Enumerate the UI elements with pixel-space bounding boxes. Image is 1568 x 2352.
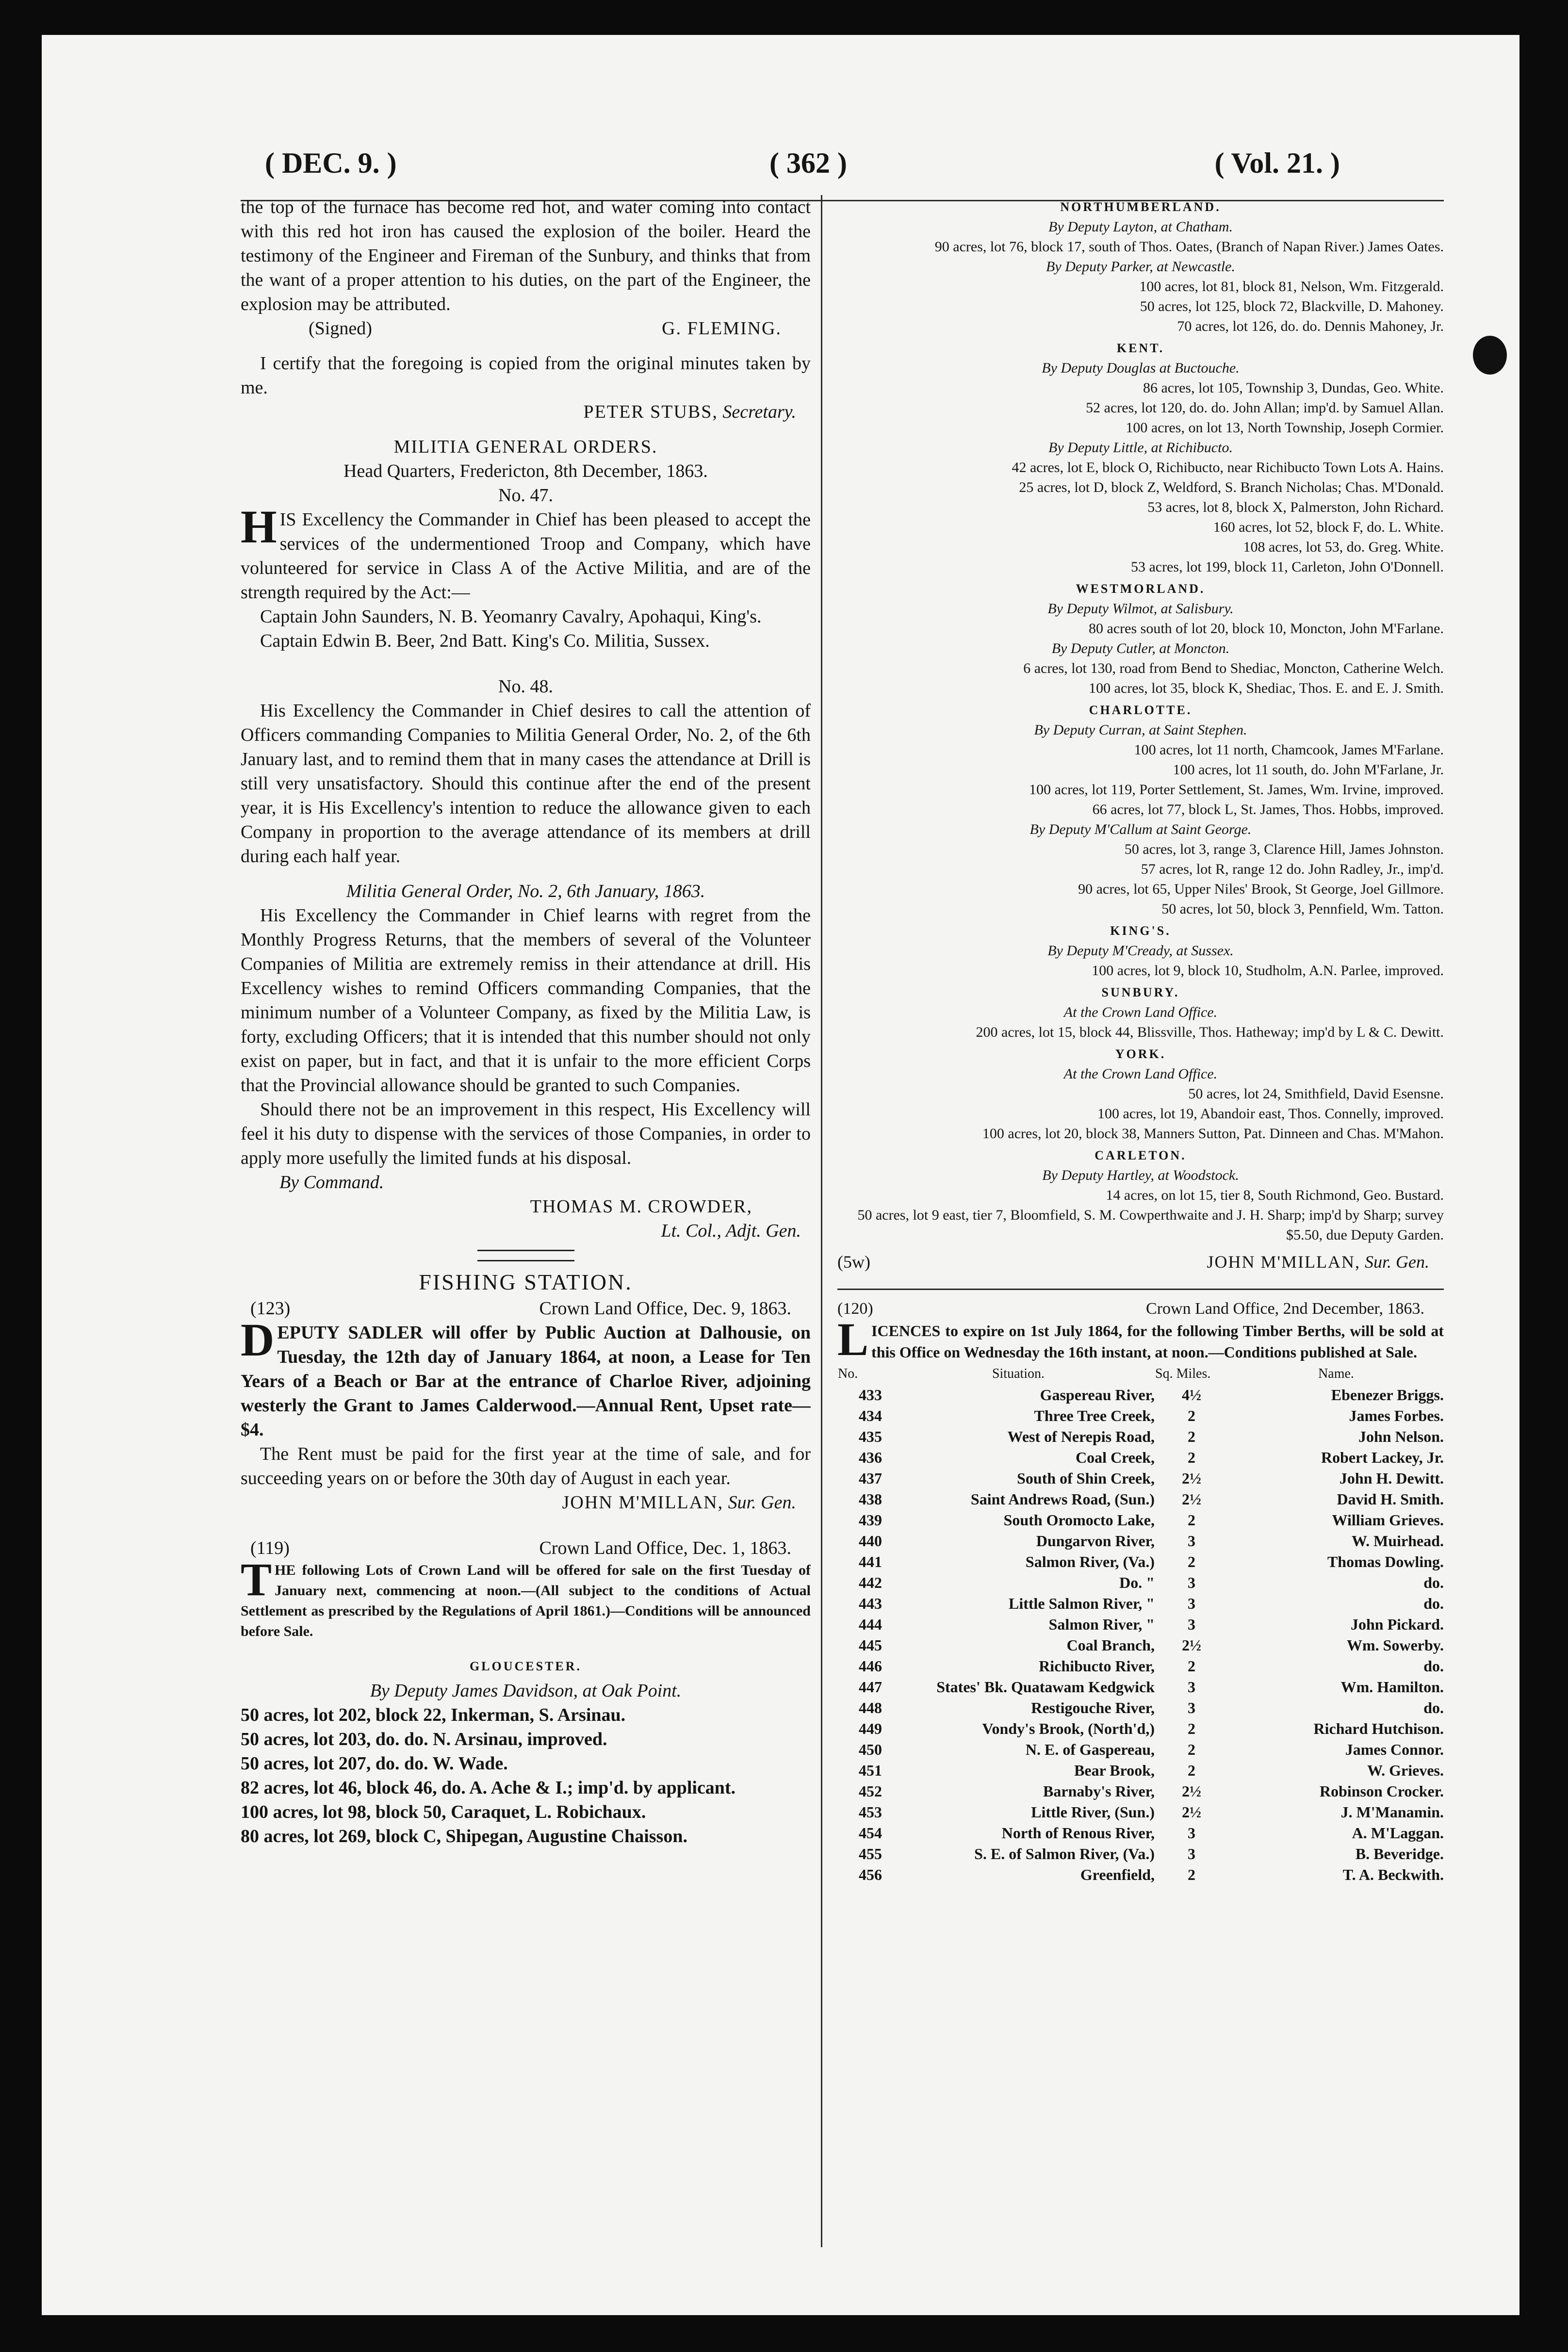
list-item: 53 acres, lot 8, block X, Palmerston, John Richard. <box>1147 499 1444 515</box>
berth-sq-miles: 3 <box>1188 1616 1195 1633</box>
column-header: Situation. <box>992 1366 1045 1381</box>
order-2-title: Militia General Order, No. 2, 6th January, 1863. <box>346 881 705 901</box>
list-item: 100 acres, lot 98, block 50, Caraquet, L. Robichaux. <box>241 1802 646 1822</box>
berth-number: 454 <box>859 1824 882 1842</box>
order-47-text: HIS Excellency the Commander in Chief has been pleased to accept the services of the undermentioned Troop and Company, which have volunteered for service in Class A of the Active Militia, and are of the strength required by the Act:— <box>241 501 811 603</box>
table-row <box>837 1489 1444 1510</box>
berth-sq-miles: 2 <box>1188 1762 1195 1779</box>
signature-line <box>241 316 811 341</box>
berth-situation: South Oromocto Lake, <box>1003 1511 1155 1529</box>
berth-number: 447 <box>859 1678 882 1696</box>
kings-deputy: By Deputy M'Cready, at Sussex. <box>1047 943 1234 959</box>
berth-number: 450 <box>859 1741 882 1758</box>
order-2-text-2: Should there not be an improvement in this respect, His Excellency will feel it his duty to dispense with the services of those Companies, in order to apply more usefully the limited funds at his disposal. <box>241 1099 811 1168</box>
inquest-text: the top of the furnace has become red hot, and water coming into contact with this red hot iron has caused the explosion of the boiler. Heard the testimony of the Engineer and Fireman of the Sunbury, and thinks that from the want of a proper attention to his duties, on the part of the Engineer, the explosion may be attributed. <box>241 197 811 314</box>
list-item: 86 acres, lot 105, Township 3, Dundas, Geo. White. <box>1143 380 1444 396</box>
fishing-office-line <box>241 1296 811 1321</box>
berth-sq-miles: 2 <box>1188 1866 1195 1883</box>
fishing-text-1: DEPUTY SADLER will offer by Public Auction at Dalhousie, on Tuesday, the 12th day of January 1864, at noon, a Lease for Ten Years of a Beach or Bar at the entrance of Charloe River, adjoining westerly the Grant to James Calderwood.—Annual Rent, Upset rate—$4. <box>241 1314 811 1440</box>
crowder-name: THOMAS M. CROWDER, <box>530 1196 752 1217</box>
berth-sq-miles: 2 <box>1188 1449 1195 1466</box>
charlotte-deputy-2: By Deputy M'Callum at Saint George. <box>1029 821 1252 837</box>
order-2-text-1: His Excellency the Commander in Chief learns with regret from the Monthly Progress Returns, that the members of several of the Volunteer Companies of Militia are extremely remiss in their attendance at drill. His Excellency wishes to remind Officers commanding Companies, that the minimum number of a Volunteer Company, as fixed by the Militia Law, is forty, excluding Officers; that it is intended that this number should not only exist on paper, but in fact, and that it is unfair to the more efficient Corps that the Provincial allowance should be granted to such Companies. <box>241 905 811 1095</box>
list-item: 82 acres, lot 46, block 46, do. A. Ache & I.; imp'd. by applicant. <box>241 1778 736 1798</box>
berth-situation: Greenfield, <box>1080 1866 1155 1883</box>
list-item: 53 acres, lot 199, block 11, Carleton, John O'Donnell. <box>1130 559 1444 575</box>
berth-situation: Dungarvon River, <box>1036 1532 1155 1550</box>
westmorland-heading: WESTMORLAND. <box>1076 582 1206 596</box>
table-row <box>837 1844 1444 1864</box>
berth-situation: Little River, (Sun.) <box>1031 1803 1155 1821</box>
lots-office-line <box>241 1536 811 1560</box>
kent-heading: KENT. <box>1116 341 1165 355</box>
list-item: 100 acres, on lot 13, North Township, Joseph Cormier. <box>1126 420 1444 436</box>
table-row <box>837 1823 1444 1844</box>
lots-office: Crown Land Office, Dec. 1, 1863. <box>539 1538 791 1558</box>
berth-number: 446 <box>859 1657 882 1675</box>
table-row <box>837 1510 1444 1531</box>
licences-office: Crown Land Office, 2nd December, 1863. <box>1146 1300 1424 1318</box>
berth-number: 434 <box>859 1407 882 1424</box>
berth-situation: States' Bk. Quatawam Kedgwick <box>936 1678 1155 1696</box>
column-rule <box>821 195 822 2247</box>
berth-name: William Grieves. <box>1332 1511 1444 1529</box>
berth-sq-miles: 2½ <box>1182 1470 1201 1487</box>
northumberland-deputy-2: By Deputy Parker, at Newcastle. <box>1046 259 1235 275</box>
table-row <box>837 1426 1444 1447</box>
berth-name: James Forbes. <box>1349 1407 1444 1424</box>
berth-situation: Three Tree Creek, <box>1034 1407 1155 1424</box>
mcmillan-signature-1 <box>241 1490 811 1515</box>
header-volume: ( Vol. 21. ) <box>1214 147 1340 179</box>
berth-situation: North of Renous River, <box>1001 1824 1155 1842</box>
carleton-deputy: By Deputy Hartley, at Woodstock. <box>1042 1167 1239 1183</box>
berth-situation: Vondy's Brook, (North'd,) <box>982 1720 1155 1737</box>
berth-number: 443 <box>859 1595 882 1612</box>
table-row <box>837 1468 1444 1489</box>
northumberland-heading: NORTHUMBERLAND. <box>1060 200 1221 214</box>
york-deputy: At the Crown Land Office. <box>1063 1066 1218 1082</box>
list-item: 108 acres, lot 53, do. Greg. White. <box>1243 539 1444 555</box>
berth-situation: Gaspereau River, <box>1040 1386 1155 1404</box>
berth-sq-miles: 2 <box>1188 1428 1195 1445</box>
militia-hq: Head Quarters, Fredericton, 8th December, 1863. <box>343 461 708 481</box>
list-item: 50 acres, lot 207, do. do. W. Wade. <box>241 1753 508 1774</box>
table-row <box>837 1552 1444 1572</box>
section-rule <box>837 1274 1444 1290</box>
berth-sq-miles: 2 <box>1188 1511 1195 1529</box>
list-item: 14 acres, on lot 15, tier 8, South Richmond, Geo. Bustard. <box>1106 1187 1444 1203</box>
berth-sq-miles: 3 <box>1188 1824 1195 1842</box>
berth-sq-miles: 2½ <box>1182 1636 1201 1654</box>
berth-number: 445 <box>859 1636 882 1654</box>
berth-number: 449 <box>859 1720 882 1737</box>
licences-office-line <box>837 1298 1444 1320</box>
berth-situation: N. E. of Gaspereau, <box>1025 1741 1155 1758</box>
berth-sq-miles: 2½ <box>1182 1490 1201 1508</box>
table-row <box>837 1864 1444 1885</box>
berth-situation: Barnaby's River, <box>1043 1782 1155 1800</box>
berth-name: John Nelson. <box>1358 1428 1444 1445</box>
westmorland-deputy-1: By Deputy Wilmot, at Salisbury. <box>1047 601 1234 617</box>
berth-name: W. Grieves. <box>1367 1762 1444 1779</box>
table-row <box>837 1447 1444 1468</box>
berth-sq-miles: 2 <box>1188 1553 1195 1570</box>
list-item: 100 acres, lot 119, Porter Settlement, St. James, Wm. Irvine, improved. <box>1029 782 1444 798</box>
mcmillan-title: Sur. Gen. <box>728 1492 796 1513</box>
berth-name: James Connor. <box>1345 1741 1444 1758</box>
list-item: 52 acres, lot 120, do. do. John Allan; imp'd. by Samuel Allan. <box>1086 400 1444 416</box>
licences-text: LICENCES to expire on 1st July 1864, for the following Timber Berths, will be sold at this Office on Wednesday the 16th instant, at noon.—Conditions published at Sale. <box>837 1313 1444 1365</box>
carleton-heading: CARLETON. <box>1094 1148 1187 1162</box>
secretary-name: PETER STUBS, <box>583 402 718 422</box>
secretary-title: Secretary. <box>722 402 796 422</box>
northumberland-deputy-1: By Deputy Layton, at Chatham. <box>1048 219 1233 235</box>
berth-name: J. M'Manamin. <box>1340 1803 1444 1821</box>
berth-name: A. M'Laggan. <box>1352 1824 1444 1842</box>
table-row <box>837 1760 1444 1781</box>
table-row <box>837 1781 1444 1802</box>
berth-number: 442 <box>859 1574 882 1591</box>
gazette-page <box>42 35 1519 2315</box>
list-item: 100 acres, lot 81, block 81, Nelson, Wm. Fitzgerald. <box>1139 278 1444 294</box>
berth-number: 456 <box>859 1866 882 1883</box>
list-item: 50 acres, lot 24, Smithfield, David Esensne. <box>1188 1086 1444 1102</box>
berth-number: 455 <box>859 1845 882 1862</box>
berth-number: 451 <box>859 1762 882 1779</box>
licences-number: (120) <box>837 1300 873 1318</box>
charlotte-heading: CHARLOTTE. <box>1089 703 1192 717</box>
timber-berths-body <box>837 1385 1444 1885</box>
charlotte-deputy-1: By Deputy Curran, at Saint Stephen. <box>1034 722 1247 738</box>
signed-name: G. FLEMING. <box>662 318 782 339</box>
list-item: 70 acres, lot 126, do. do. Dennis Mahoney, Jr. <box>1177 318 1444 334</box>
berth-name: Thomas Dowling. <box>1327 1553 1444 1570</box>
berth-number: 436 <box>859 1449 882 1466</box>
berth-sq-miles: 2 <box>1188 1407 1195 1424</box>
berth-sq-miles: 2 <box>1188 1720 1195 1737</box>
list-item: 100 acres, lot 19, Abandoir east, Thos. Connelly, improved. <box>1097 1106 1444 1122</box>
list-item: 50 acres, lot 202, block 22, Inkerman, S. Arsinau. <box>241 1705 626 1725</box>
berth-sq-miles: 2½ <box>1182 1782 1201 1800</box>
berth-name: Ebenezer Briggs. <box>1331 1386 1444 1404</box>
berth-name: John H. Dewitt. <box>1339 1470 1444 1487</box>
berth-name: W. Muirhead. <box>1352 1532 1444 1550</box>
berth-situation: Do. " <box>1119 1574 1155 1591</box>
berth-name: John Pickard. <box>1350 1616 1444 1633</box>
list-item: 42 acres, lot E, block O, Richibucto, near Richibucto Town Lots A. Hains. <box>1012 459 1444 475</box>
list-item: 100 acres, lot 35, block K, Shediac, Thos. E. and E. J. Smith. <box>1089 680 1444 696</box>
berth-number: 437 <box>859 1470 882 1487</box>
berth-sq-miles: 3 <box>1188 1595 1195 1612</box>
berth-situation: S. E. of Salmon River, (Va.) <box>974 1845 1155 1862</box>
signed-label: (Signed) <box>309 318 372 339</box>
berth-number: 448 <box>859 1699 882 1716</box>
timber-berths-table <box>837 1363 1444 1885</box>
table-row <box>837 1531 1444 1552</box>
lots-text: THE following Lots of Crown Land will be offered for sale on the first Tuesday of January next, commencing at noon.—(All subject to the conditions of Actual Settlement as prescribed by the Regulations of April 1861.)—Conditions will be announced before Sale. <box>241 1553 811 1639</box>
fishing-text-2: The Rent must be paid for the first year at the time of sale, and for succeeding years on or before the 30th day of August in each year. <box>241 1444 811 1488</box>
berth-sq-miles: 3 <box>1188 1699 1195 1716</box>
berth-situation: Restigouche River, <box>1031 1699 1155 1716</box>
berth-sq-miles: 3 <box>1188 1845 1195 1862</box>
lots-number: (119) <box>250 1538 290 1558</box>
table-row <box>837 1385 1444 1405</box>
berth-situation: Bear Brook, <box>1074 1762 1155 1779</box>
berth-number: 453 <box>859 1803 882 1821</box>
berth-situation: Salmon River, " <box>1048 1616 1155 1633</box>
list-item: 100 acres, lot 20, block 38, Manners Sutton, Pat. Dinneen and Chas. M'Mahon. <box>982 1126 1444 1142</box>
berth-situation: West of Nerepis Road, <box>1007 1428 1155 1445</box>
certify-text: I certify that the foregoing is copied from the original minutes taken by me. <box>241 353 811 398</box>
right-column <box>837 195 1444 2247</box>
berth-sq-miles: 3 <box>1188 1574 1195 1591</box>
berth-situation: Coal Branch, <box>1066 1636 1155 1654</box>
column-header: Sq. Miles. <box>1155 1366 1211 1381</box>
list-item: 66 acres, lot 77, block L, St. James, Thos. Hobbs, improved. <box>1092 801 1444 817</box>
page-header <box>42 137 1519 200</box>
militia-title: MILITIA GENERAL ORDERS. <box>393 437 658 457</box>
list-item: 50 acres, lot 203, do. do. N. Arsinau, improved. <box>241 1729 607 1749</box>
berth-situation: Little Salmon River, " <box>1008 1595 1155 1612</box>
berth-situation: South of Shin Creek, <box>1017 1470 1155 1487</box>
berth-name: Wm. Sowerby. <box>1347 1636 1444 1654</box>
sign-number: (5w) <box>837 1252 870 1272</box>
list-item: 90 acres, lot 76, block 17, south of Thos. Oates, (Branch of Napan River.) James Oates. <box>934 239 1444 255</box>
table-row <box>837 1677 1444 1698</box>
sunbury-deputy: At the Crown Land Office. <box>1063 1004 1218 1020</box>
berth-situation: Saint Andrews Road, (Sun.) <box>970 1490 1155 1508</box>
berth-sq-miles: 3 <box>1188 1532 1195 1550</box>
kent-deputy-1: By Deputy Douglas at Buctouche. <box>1042 360 1240 376</box>
sign-title: Sur. Gen. <box>1365 1252 1429 1272</box>
ink-blot <box>1473 336 1507 375</box>
kings-heading: KING'S. <box>1110 924 1171 938</box>
berth-number: 435 <box>859 1428 882 1445</box>
list-item: 50 acres, lot 50, block 3, Pennfield, Wm. Tatton. <box>1161 901 1444 917</box>
order-48-text: His Excellency the Commander in Chief desires to call the attention of Officers commanding Companies to Militia General Order, No. 2, of the 6th January last, and to remind them that in many cases the attendance at Drill is still very unsatisfactory. Should this continue after the end of the present year, it is His Excellency's intention to reduce the allowance given to each Company in proportion to the average attendance of its members at drill during each half year. <box>241 701 811 866</box>
berth-situation: Salmon River, (Va.) <box>1025 1553 1155 1570</box>
gloucester-lot-list <box>241 1703 811 1848</box>
list-item: 80 acres, lot 269, block C, Shipegan, Augustine Chaisson. <box>241 1826 687 1846</box>
table-row <box>837 1593 1444 1614</box>
list-item: 100 acres, lot 9, block 10, Studholm, A.N. Parlee, improved. <box>1092 963 1444 979</box>
berth-name: do. <box>1423 1699 1444 1716</box>
fishing-number: (123) <box>250 1298 291 1319</box>
table-row <box>837 1718 1444 1739</box>
list-item: 100 acres, lot 11 north, Chamcook, James M'Farlane. <box>1134 742 1444 758</box>
column-header: No. <box>838 1366 858 1381</box>
berth-name: Robinson Crocker. <box>1319 1782 1444 1800</box>
sunbury-heading: SUNBURY. <box>1101 985 1180 999</box>
gloucester-deputy: By Deputy James Davidson, at Oak Point. <box>370 1681 682 1701</box>
table-row <box>837 1698 1444 1718</box>
berth-name: Robert Lackey, Jr. <box>1321 1449 1444 1466</box>
berth-name: T. A. Beckwith. <box>1342 1866 1444 1883</box>
gloucester-heading: GLOUCESTER. <box>469 1659 582 1673</box>
sign-name: JOHN M'MILLAN, <box>1207 1252 1360 1272</box>
fishing-office: Crown Land Office, Dec. 9, 1863. <box>539 1298 791 1319</box>
berth-situation: Richibucto River, <box>1039 1657 1155 1675</box>
berth-name: David H. Smith. <box>1337 1490 1444 1508</box>
list-item: 200 acres, lot 15, block 44, Blissville, Thos. Hatheway; imp'd by L & C. Dewitt. <box>976 1024 1444 1040</box>
berth-number: 439 <box>859 1511 882 1529</box>
table-row <box>837 1405 1444 1426</box>
table-header-row <box>837 1363 1444 1385</box>
berth-name: do. <box>1423 1595 1444 1612</box>
list-item: 25 acres, lot D, block Z, Weldford, S. Branch Nicholas; Chas. M'Donald. <box>1019 479 1444 495</box>
list-item: 50 acres, lot 125, block 72, Blackville, D. Mahoney. <box>1140 298 1444 314</box>
table-row <box>837 1614 1444 1635</box>
table-row <box>837 1635 1444 1656</box>
list-item: 80 acres south of lot 20, block 10, Moncton, John M'Farlane. <box>1089 621 1444 637</box>
table-row <box>837 1802 1444 1823</box>
captain-1: Captain John Saunders, N. B. Yeomanry Cavalry, Apohaqui, King's. <box>260 606 762 627</box>
fishing-title: FISHING STATION. <box>419 1270 633 1294</box>
crowder-title: Lt. Col., Adjt. Gen. <box>661 1221 801 1241</box>
berth-name: do. <box>1423 1574 1444 1591</box>
berth-number: 433 <box>859 1386 882 1404</box>
by-command: By Command. <box>279 1172 384 1192</box>
table-row <box>837 1656 1444 1677</box>
list-item: 90 acres, lot 65, Upper Niles' Brook, St George, Joel Gillmore. <box>1078 881 1444 897</box>
berth-sq-miles: 3 <box>1188 1678 1195 1696</box>
berth-sq-miles: 2 <box>1188 1741 1195 1758</box>
list-item: 100 acres, lot 11 south, do. John M'Farlane, Jr. <box>1173 762 1444 778</box>
header-date: ( DEC. 9. ) <box>265 147 397 179</box>
list-item: 57 acres, lot R, range 12 do. John Radley, Jr., imp'd. <box>1141 861 1444 877</box>
berth-number: 440 <box>859 1532 882 1550</box>
secretary-signature <box>241 400 811 424</box>
column-header: Name. <box>1318 1366 1354 1381</box>
berth-situation: Coal Creek, <box>1076 1449 1155 1466</box>
berth-number: 452 <box>859 1782 882 1800</box>
york-heading: YORK. <box>1115 1047 1166 1061</box>
list-item: 160 acres, lot 52, block F, do. L. White. <box>1213 519 1444 535</box>
list-item: 50 acres, lot 3, range 3, Clarence Hill, James Johnston. <box>1124 841 1444 857</box>
order-no-48: No. 48. <box>498 676 553 697</box>
mcmillan-name: JOHN M'MILLAN, <box>562 1492 724 1513</box>
section-ornament <box>477 1250 574 1261</box>
list-item: 6 acres, lot 130, road from Bend to Shediac, Moncton, Catherine Welch. <box>1023 660 1444 676</box>
left-column <box>241 195 811 2247</box>
berth-name: Wm. Hamilton. <box>1340 1678 1444 1696</box>
berth-name: Richard Hutchison. <box>1313 1720 1444 1737</box>
berth-sq-miles: 2 <box>1188 1657 1195 1675</box>
mcmillan-signature-2 <box>837 1250 1444 1274</box>
berth-number: 438 <box>859 1490 882 1508</box>
berth-sq-miles: 4½ <box>1182 1386 1201 1404</box>
kent-deputy-2: By Deputy Little, at Richibucto. <box>1048 440 1233 456</box>
header-page-number: ( 362 ) <box>769 147 847 179</box>
list-item: 50 acres, lot 9 east, tier 7, Bloomfield, S. M. Cowperthwaite and J. H. Sharp; imp'd by Sharp; survey $5.50, due Deputy Garden. <box>857 1207 1444 1243</box>
table-row <box>837 1572 1444 1593</box>
berth-number: 441 <box>859 1553 882 1570</box>
table-row <box>837 1739 1444 1760</box>
berth-name: do. <box>1423 1657 1444 1675</box>
westmorland-deputy-2: By Deputy Cutler, at Moncton. <box>1051 640 1230 656</box>
order-no-47: No. 47. <box>498 485 553 506</box>
berth-name: B. Beveridge. <box>1355 1845 1444 1862</box>
captain-2: Captain Edwin B. Beer, 2nd Batt. King's Co. Militia, Sussex. <box>260 631 710 651</box>
berth-sq-miles: 2½ <box>1182 1803 1201 1821</box>
berth-number: 444 <box>859 1616 882 1633</box>
